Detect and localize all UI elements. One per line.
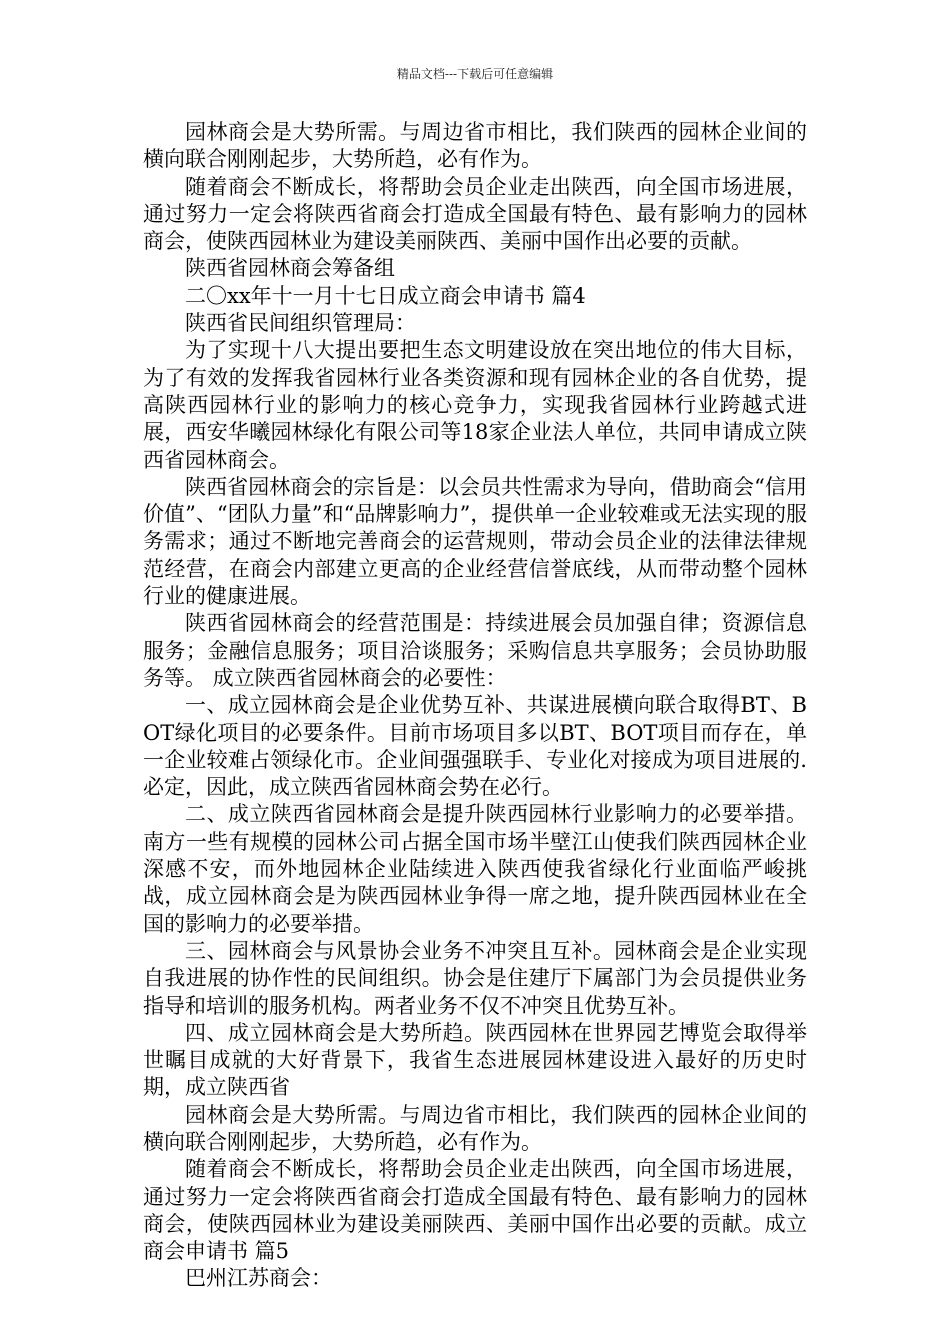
document-body [143,119,807,1293]
paragraph: 四、成立园林商会是大势所趋。陕西园林在世界园艺博览会取得举世瞩目成就的大好背景下，我省生态进展园林建设进入最好的历史时期，成立陕西省 [143,1020,807,1100]
salutation: 巴州江苏商会： [185,1266,332,1291]
page-header: 精品文档---下载后可任意编辑 [396,67,554,81]
paragraph: 陕西省园林商会的经营范围是：持续进展会员加强自律；资源信息服务；金融信息服务；项目洽谈服务；采购信息共享服务；会员协助服务等。 成立陕西省园林商会的必要性： [143,611,807,690]
salutation: 陕西省民间组织管理局： [185,311,416,336]
paragraph: 园林商会是大势所需。与周边省市相比，我们陕西的园林企业间的横向联合刚刚起步，大势所趋，必有作为。 [143,1102,807,1154]
paragraph: 二、成立陕西省园林商会是提升陕西园林行业影响力的必要举措。南方一些有规模的园林公司占据全国市场半壁江山使我们陕西园林企业深感不安，而外地园林企业陆续进入陕西使我省绿化行业面临严峻挑战，成立园林商会是为陕西园林业争得一席之地，提升陕西园林业在全国的影响力的必要举措。 [143,802,807,936]
section-heading: 二〇xx年十一月十七日成立商会申请书 篇4 [185,283,586,308]
paragraph: 三、园林商会与风景协会业务不冲突且互补。园林商会是企业实现自我进展的协作性的民间组织。协会是住建厅下属部门为会员提供业务指导和培训的服务机构。两者业务不仅不冲突且优势互补。 [143,938,807,1018]
paragraph: 随着商会不断成长，将帮助会员企业走出陕西，向全国市场进展，通过努力一定会将陕西省商会打造成全国最有特色、最有影响力的园林商会，使陕西园林业为建设美丽陕西、美丽中国作出必要的贡献。 [143,174,807,254]
signature-line: 陕西省园林商会筹备组 [185,256,395,281]
paragraph: 园林商会是大势所需。与周边省市相比，我们陕西的园林企业间的横向联合刚刚起步，大势所趋，必有作为。 [143,120,807,172]
paragraph: 一、成立园林商会是企业优势互补、共谋进展横向联合取得BT、BOT绿化项目的必要条件。目前市场项目多以BT、BOT项目而存在，单一企业较难占领绿化市。企业间强强联手、专业化对接成为项目进展的.必定，因此，成立陕西省园林商会势在必行。 [143,693,807,800]
paragraph: 随着商会不断成长，将帮助会员企业走出陕西，向全国市场进展，通过努力一定会将陕西省商会打造成全国最有特色、最有影响力的园林商会，使陕西园林业为建设美丽陕西、美丽中国作出必要的贡献。成立商会申请书 篇5 [143,1157,807,1264]
paragraph: 陕西省园林商会的宗旨是：以会员共性需求为导向，借助商会“信用价值”、“团队力量”和“品牌影响力”，提供单一企业较难或无法实现的服务需求；通过不断地完善商会的运营规则，带动会员企业的法律法律规范经营，在商会内部建立更高的企业经营信誉底线，从而带动整个园林行业的健康进展。 [143,474,807,609]
paragraph: 为了实现十八大提出要把生态文明建设放在突出地位的伟大目标，为了有效的发挥我省园林行业各类资源和现有园林企业的各自优势，提高陕西园林行业的影响力的核心竞争力，实现我省园林行业跨越式进展，西安华曦园林绿化有限公司等18家企业法人单位，共同申请成立陕西省园林商会。 [143,338,807,472]
